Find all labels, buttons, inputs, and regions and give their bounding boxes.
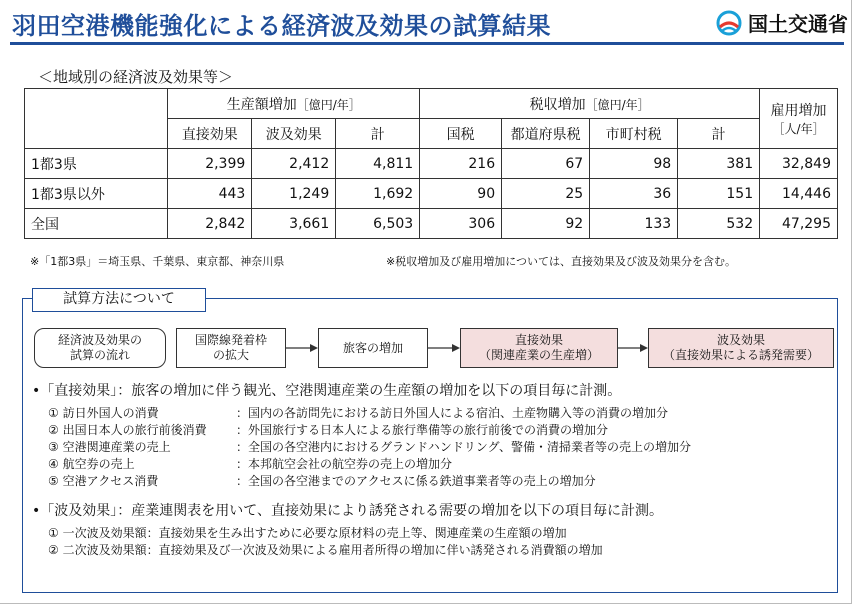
title-underline [10,42,844,45]
cell-direct: 2,399 [168,149,252,179]
ministry-logo [716,8,848,37]
mlit-emblem-icon [716,9,742,37]
col-prefectural-tax: 都道府県税 [502,119,590,149]
flow-step-ripple-effect [648,328,834,368]
note-region-definition: ※「1都3県」＝埼玉県、千葉県、東京都、神奈川県 [30,255,285,268]
col-tax-total: 計 [678,119,760,149]
cell-tax-total: 532 [678,209,760,239]
ministry-name: 国土交通省 [748,12,848,36]
cell-tax-total: 381 [678,149,760,179]
tax-header-label: 税収増加 [529,96,586,113]
tax-unit: ［億円/年］ [585,97,650,112]
table-header-row [25,89,838,119]
cell-tax-total: 151 [678,179,760,209]
col-ripple: 波及効果 [252,119,336,149]
cell-total: 6,503 [336,209,420,239]
cell-municipal: 98 [590,149,678,179]
row-label: 全国 [25,209,168,239]
cell-employment: 47,295 [760,209,838,239]
cell-municipal: 133 [590,209,678,239]
flow-step-2-label: 旅客の増加 [342,340,403,355]
col-municipal-tax: 市町村税 [590,119,678,149]
cell-ripple: 2,412 [252,149,336,179]
direct-item-desc: ：全国の各空港内におけるグランドハンドリング、警備・清掃業者等の売上の増加分 [236,440,692,454]
cell-direct: 443 [168,179,252,209]
flow-label [34,328,166,368]
cell-national: 216 [420,149,502,179]
tax-group-header [420,89,760,119]
cell-municipal: 36 [590,179,678,209]
direct-item-name: ④ 航空券の売上 [48,457,135,471]
table-row [25,179,838,209]
table-row [25,209,838,239]
flow-step-direct-effect [460,328,618,368]
direct-item-desc: ：全国の各空港までのアクセスに係る鉄道事業者等の売上の増加分 [236,474,596,488]
cell-employment: 32,849 [760,149,838,179]
cell-national: 306 [420,209,502,239]
flow-step-passenger-increase [318,328,428,368]
cell-direct: 2,842 [168,209,252,239]
cell-prefectural: 67 [502,149,590,179]
flow-step-slot-expansion [176,328,286,368]
employment-header-label: 雇用増加 [770,103,827,119]
arrow-right-icon [618,342,648,354]
cell-national: 90 [420,179,502,209]
direct-item-desc: ：本邦航空会社の航空券の売上の増加分 [236,457,453,471]
direct-item-name: ② 出国日本人の旅行前後消費 [48,423,207,437]
note-tax-employment: ※税収増加及び雇用増加については、直接効果及び波及効果分を含む。 [386,255,736,268]
corner-cell [25,89,168,149]
col-direct: 直接効果 [168,119,252,149]
flow-label-line1: 経済波及効果の [57,333,142,347]
cell-total: 4,811 [336,149,420,179]
arrow-right-icon [428,342,460,354]
page-title: 羽田空港機能強化による経済波及効果の試算結果 [12,12,551,40]
arrow-right-icon [286,342,318,354]
direct-item-name: ⑤ 空港アクセス消費 [48,474,159,488]
flow-step-3-line2: （関連産業の生産増） [478,348,599,362]
table-row [25,149,838,179]
production-unit: ［億円/年］ [296,97,361,112]
flow-step-4-line1: 波及効果 [716,333,765,347]
direct-item-desc: ：外国旅行する日本人による旅行準備等の旅行前後での消費の増加分 [236,423,609,437]
col-national-tax: 国税 [420,119,502,149]
employment-unit: ［人/年］ [772,122,825,136]
ripple-item: ① 一次波及効果額：直接効果を生み出すために必要な原材料の売上等、関連産業の生産額の増加 [48,526,567,540]
economic-effects-table [24,88,838,239]
cell-prefectural: 25 [502,179,590,209]
row-label: 1都3県以外 [25,179,168,209]
production-header-label: 生産額増加 [226,96,297,113]
flow-step-4-line2: （直接効果による誘発需要） [662,348,819,362]
col-total: 計 [336,119,420,149]
ripple-item: ② 二次波及効果額：直接効果及び一次波及効果による雇用者所得の増加に伴い誘発される消費額の増加 [48,543,603,557]
ripple-effect-heading: •「波及効果」：産業連関表を用いて、直接効果により誘発される需要の増加を以下の項目毎に計測。 [32,503,663,519]
cell-prefectural: 92 [502,209,590,239]
row-label: 1都3県 [25,149,168,179]
employment-header [760,89,838,149]
section-subtitle: ＜地域別の経済波及効果等＞ [38,68,234,86]
cell-ripple: 3,661 [252,209,336,239]
method-heading: 試算方法について [32,288,206,312]
flow-step-1-line2: の拡大 [212,348,249,362]
direct-item-name: ① 訪日外国人の消費 [48,406,159,420]
flow-label-line2: 試算の流れ [69,348,130,362]
direct-item-desc: ：国内の各訪問先における訪日外国人による宿泊、土産物購入等の消費の増加分 [236,406,669,420]
flow-step-1-line1: 国際線発着枠 [194,333,267,347]
cell-total: 1,692 [336,179,420,209]
cell-employment: 14,446 [760,179,838,209]
direct-item-name: ③ 空港関連産業の売上 [48,440,171,454]
flow-step-3-line1: 直接効果 [514,333,563,347]
production-group-header [168,89,420,119]
cell-ripple: 1,249 [252,179,336,209]
direct-effect-heading: •「直接効果」：旅客の増加に伴う観光、空港関連産業の生産額の増加を以下の項目毎に計測。 [32,383,622,399]
